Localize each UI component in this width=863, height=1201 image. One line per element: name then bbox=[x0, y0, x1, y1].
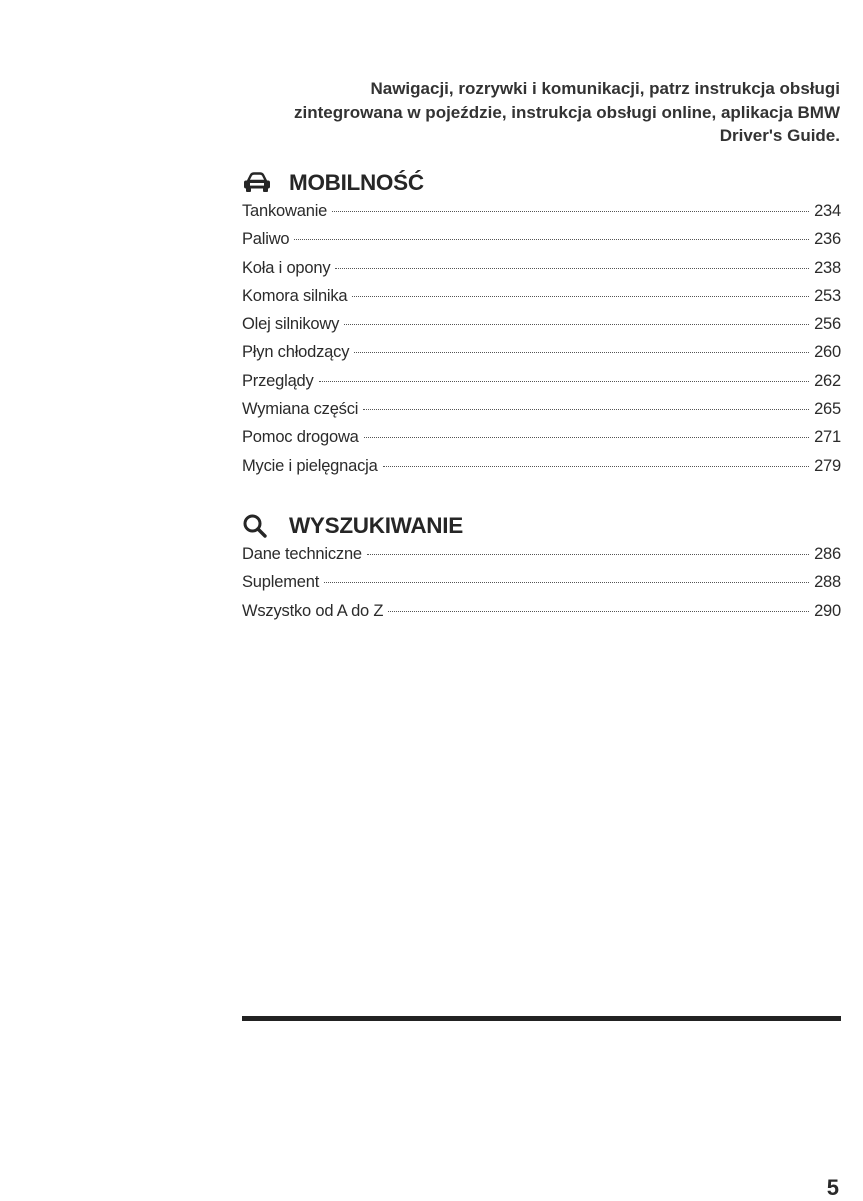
dot-leader bbox=[364, 437, 809, 438]
toc-entry-label: Paliwo bbox=[242, 230, 290, 249]
toc-entry[interactable] bbox=[242, 259, 841, 287]
toc-entry-page: 286 bbox=[814, 545, 841, 563]
toc-entry[interactable] bbox=[242, 545, 841, 573]
dot-leader bbox=[354, 352, 809, 353]
toc-entry[interactable] bbox=[242, 602, 841, 630]
intro-line-1: Nawigacji, rozrywki i komunikacji, patrz instrukcja obsługi bbox=[370, 79, 840, 98]
toc-list-search bbox=[242, 545, 841, 630]
toc-entry[interactable] bbox=[242, 202, 841, 230]
toc-entry-label: Olej silnikowy bbox=[242, 315, 340, 334]
dot-leader bbox=[367, 554, 809, 555]
dot-leader bbox=[332, 211, 809, 212]
toc-entry-label: Wymiana części bbox=[242, 400, 359, 419]
search-icon bbox=[242, 512, 276, 540]
toc-entry[interactable] bbox=[242, 573, 841, 601]
toc-entry-page: 234 bbox=[814, 202, 841, 220]
dot-leader bbox=[324, 582, 809, 583]
section-heading-search bbox=[242, 511, 463, 541]
toc-entry-label: Dane techniczne bbox=[242, 545, 362, 563]
toc-entry-label: Pomoc drogowa bbox=[242, 428, 359, 447]
toc-entry-label: Wszystko od A do Z bbox=[242, 601, 384, 620]
intro-paragraph bbox=[242, 77, 840, 148]
section-title: MOBILNOŚĆ bbox=[289, 170, 424, 195]
toc-entry-label: Tankowanie bbox=[242, 202, 328, 220]
toc-list-mobility bbox=[242, 202, 841, 485]
dot-leader bbox=[335, 268, 809, 269]
toc-entry-page: 288 bbox=[814, 573, 841, 592]
section-heading-mobility bbox=[242, 168, 424, 198]
toc-entry-page: 253 bbox=[814, 286, 841, 305]
dot-leader bbox=[388, 611, 809, 612]
dot-leader bbox=[363, 409, 809, 410]
toc-entry-label: Przeglądy bbox=[242, 371, 314, 390]
toc-entry[interactable] bbox=[242, 230, 841, 258]
intro-line-3: Driver's Guide. bbox=[719, 126, 840, 145]
page-number: 5 bbox=[826, 1175, 839, 1200]
toc-entry[interactable] bbox=[242, 287, 841, 315]
toc-entry-page: 256 bbox=[814, 315, 841, 334]
toc-entry[interactable] bbox=[242, 400, 841, 428]
toc-entry-label: Płyn chłodzący bbox=[242, 343, 350, 362]
toc-entry-page: 290 bbox=[814, 601, 841, 620]
dot-leader bbox=[294, 239, 809, 240]
toc-entry-page: 236 bbox=[814, 230, 841, 249]
toc-entry-label: Komora silnika bbox=[242, 286, 348, 305]
dot-leader bbox=[319, 381, 809, 382]
toc-entry-page: 279 bbox=[814, 456, 841, 475]
toc-entry-page: 238 bbox=[814, 258, 841, 277]
dot-leader bbox=[383, 466, 809, 467]
toc-entry[interactable] bbox=[242, 315, 841, 343]
toc-entry[interactable] bbox=[242, 372, 841, 400]
section-title: WYSZUKIWANIE bbox=[289, 513, 463, 538]
toc-entry-page: 265 bbox=[814, 400, 841, 419]
toc-entry[interactable] bbox=[242, 457, 841, 485]
toc-entry-label: Suplement bbox=[242, 573, 320, 592]
toc-entry[interactable] bbox=[242, 428, 841, 456]
toc-entry-page: 271 bbox=[814, 428, 841, 447]
toc-entry[interactable] bbox=[242, 343, 841, 371]
horizontal-divider bbox=[242, 1016, 841, 1021]
dot-leader bbox=[352, 296, 809, 297]
dot-leader bbox=[344, 324, 809, 325]
intro-line-2: zintegrowana w pojeździe, instrukcja obsługi online, aplikacja BMW bbox=[294, 102, 840, 122]
toc-entry-page: 262 bbox=[814, 371, 841, 390]
toc-entry-label: Mycie i pielęgnacja bbox=[242, 456, 378, 475]
toc-entry-label: Koła i opony bbox=[242, 258, 331, 277]
car-icon bbox=[242, 169, 276, 197]
toc-entry-page: 260 bbox=[814, 343, 841, 362]
